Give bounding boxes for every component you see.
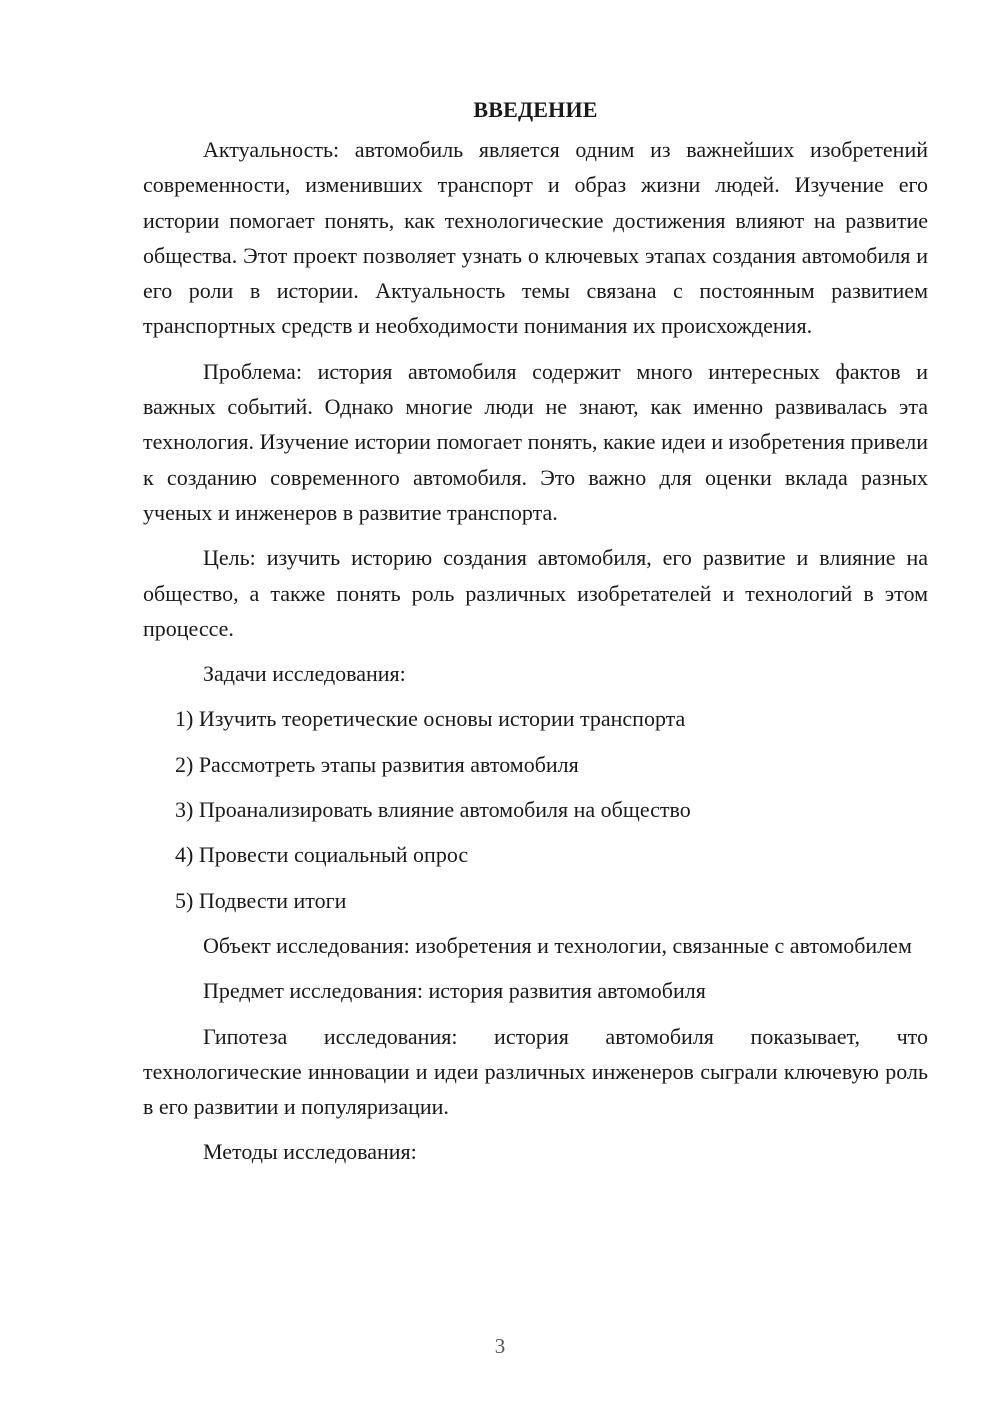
- section-title: ВВЕДЕНИЕ: [473, 97, 598, 122]
- subject-paragraph: Предмет исследования: история развития автомобиля: [203, 978, 706, 1004]
- hypothesis-paragraph: Гипотеза исследования: история автомобиля показывает, что технологические инновации и идеи различных инженеров сыграли ключевую роль в его развитии и популяризации.: [143, 1023, 928, 1120]
- tasks-list: [143, 701, 928, 917]
- object-paragraph: Объект исследования: изобретения и технологии, связанные с автомобилем: [203, 932, 912, 958]
- list-item: 3) Проанализировать влияние автомобиля на общество: [175, 797, 691, 823]
- page-number: 3: [494, 1334, 506, 1358]
- relevance-paragraph: Актуальность: автомобиль является одним из важнейших изобретений современности, изменивших транспорт и образ жизни людей. Изучение его истории помогает понять, как технологические достижения влияют на развитие общества. Этот проект позволяет узнать о ключевых этапах создания автомобиля и его роли в истории. Актуальность темы связана с постоянным развитием транспортных средств и необходимости понимания их происхождения.: [143, 137, 928, 339]
- list-item: 4) Провести социальный опрос: [175, 842, 469, 868]
- tasks-heading: Задачи исследования:: [203, 661, 406, 687]
- list-item: 5) Подвести итоги: [175, 887, 347, 913]
- list-item: 1) Изучить теоретические основы истории транспорта: [175, 706, 686, 732]
- problem-paragraph: Проблема: история автомобиля содержит много интересных фактов и важных событий. Однако многие люди не знают, как именно развивалась эта технология. Изучение истории помогает понять, какие идеи и изобретения привели к созданию современного автомобиля. Это важно для оценки вклада разных ученых и инженеров в развитие транспорта.: [143, 358, 928, 525]
- goal-paragraph: Цель: изучить историю создания автомобиля, его развитие и влияние на общество, а также понять роль различных изобретателей и технологий в этом процессе.: [143, 545, 928, 641]
- methods-heading: Методы исследования:: [203, 1139, 417, 1165]
- list-item: 2) Рассмотреть этапы развития автомобиля: [175, 751, 579, 777]
- document-page: [143, 92, 928, 1180]
